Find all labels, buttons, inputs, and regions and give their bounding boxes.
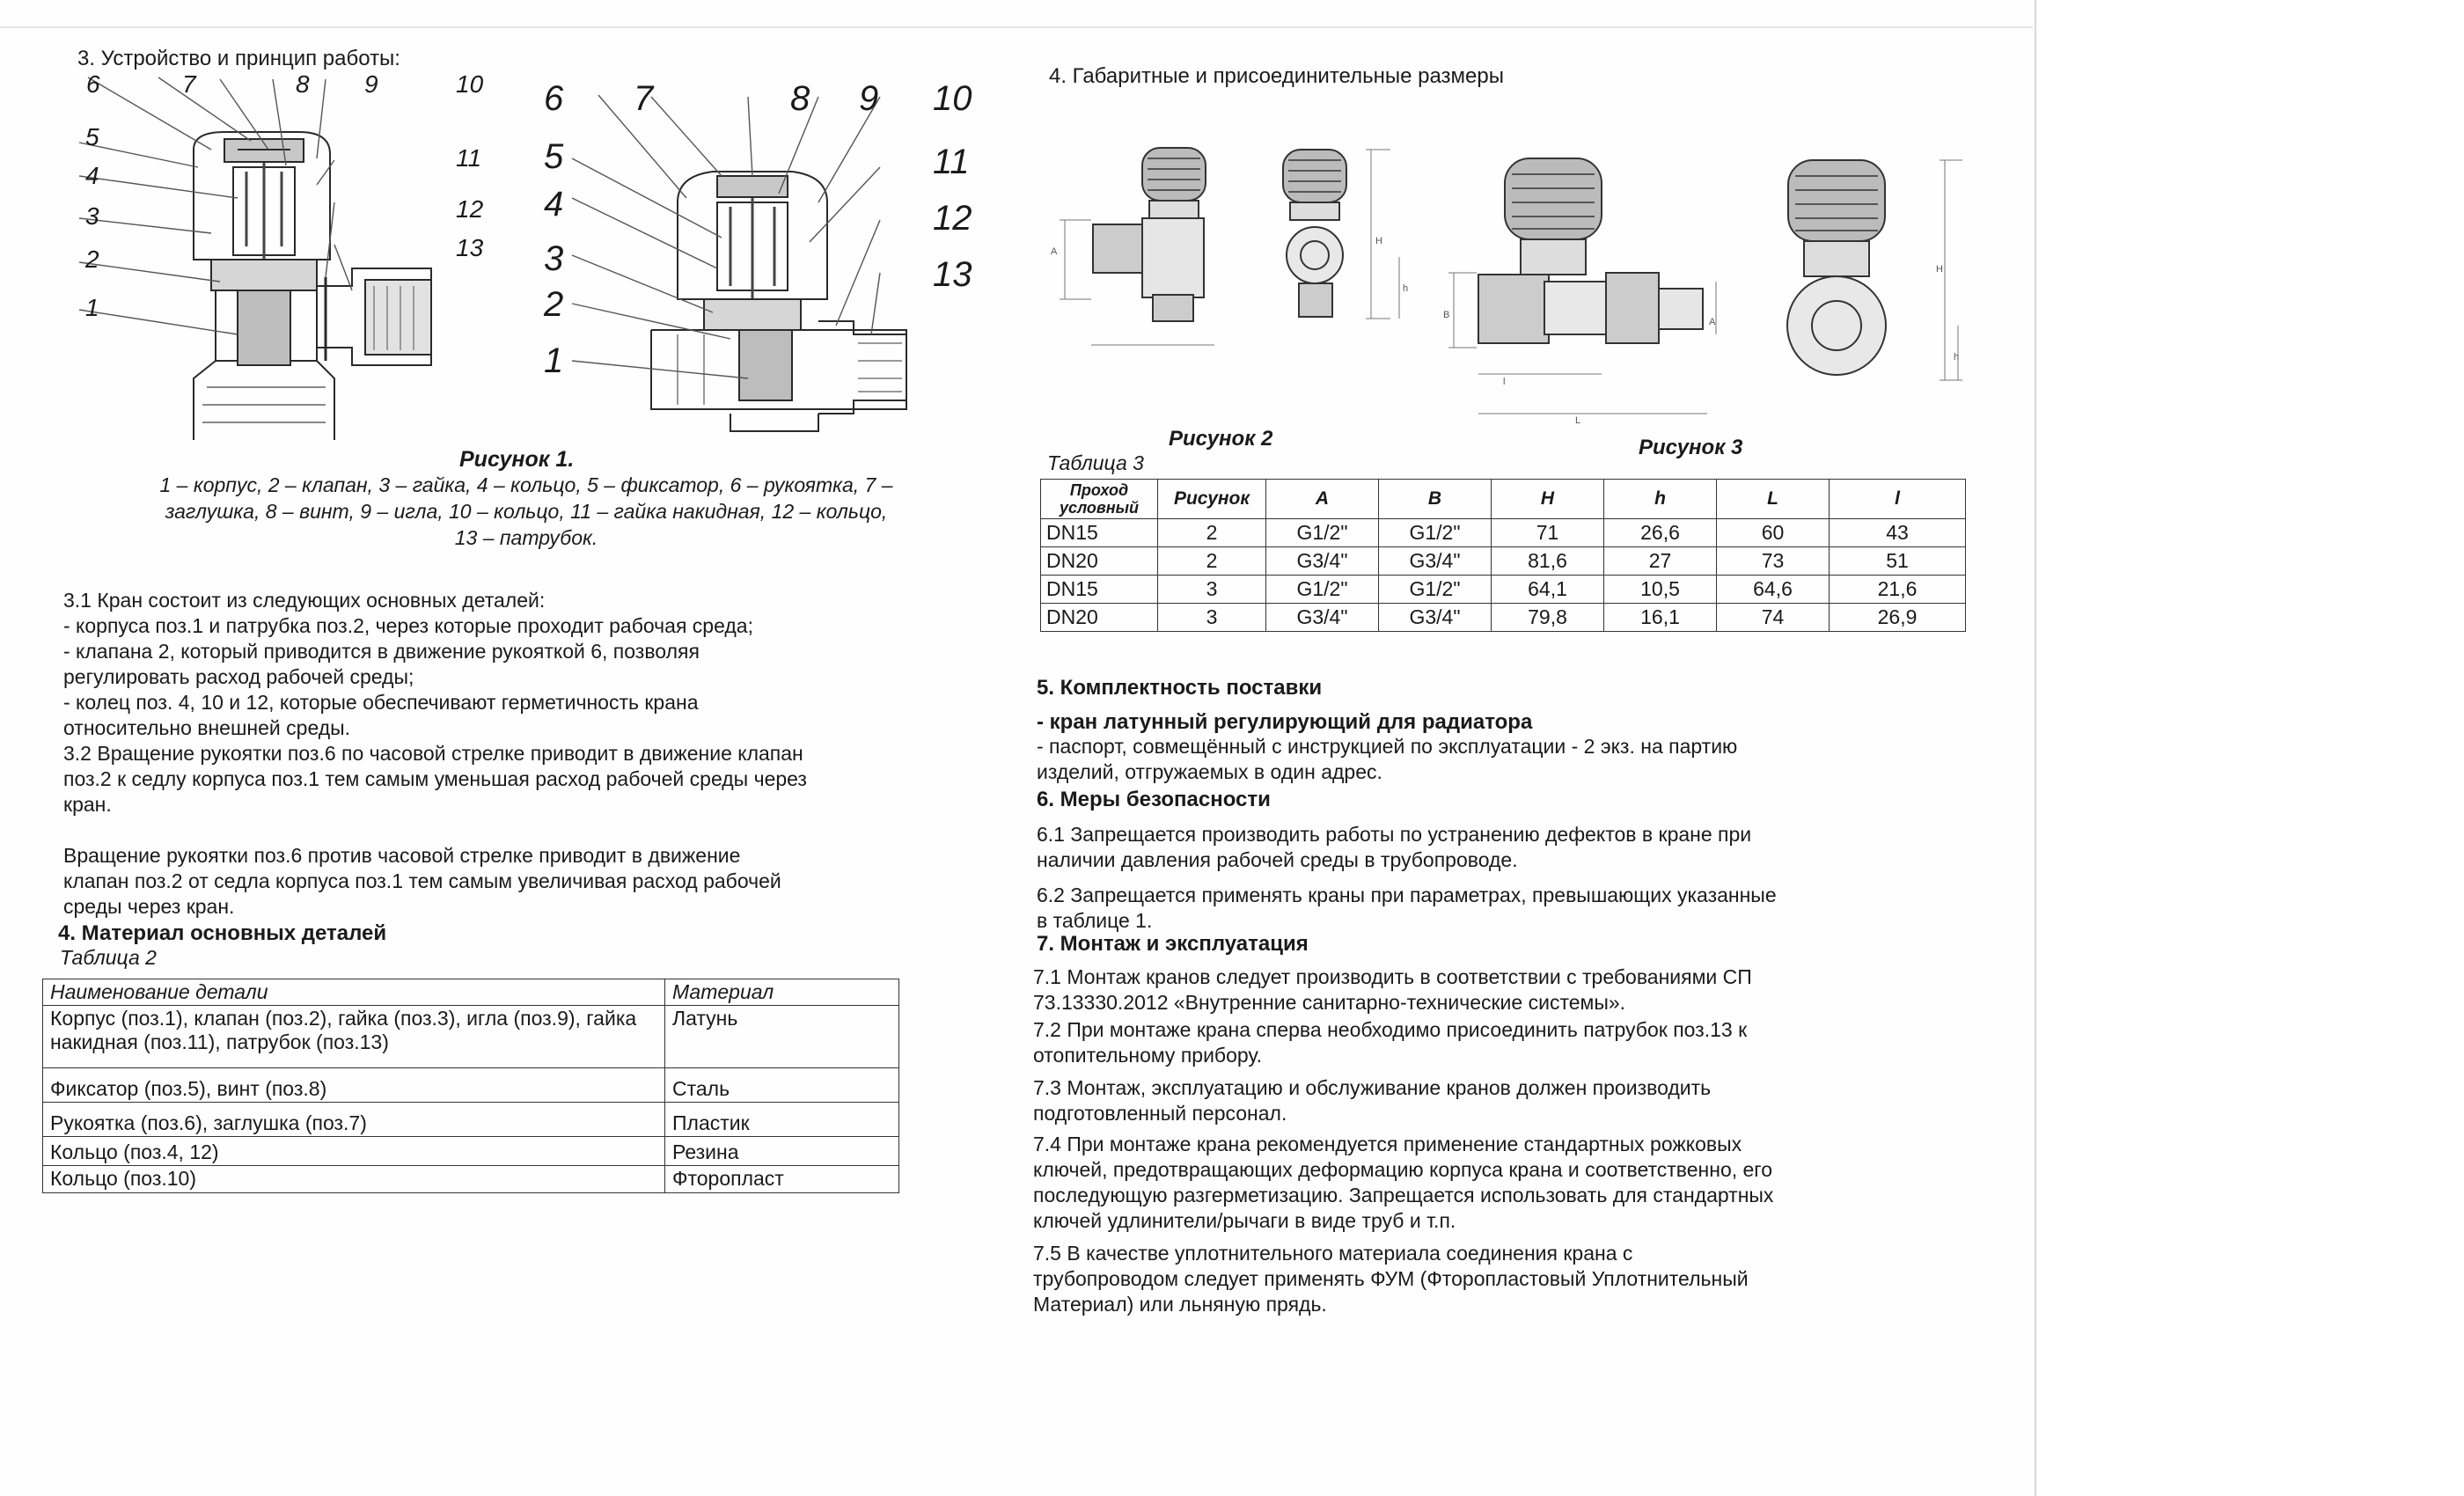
callout-11-right: 11	[933, 143, 970, 181]
text-line: - колец поз. 4, 10 и 12, которые обеспечивают герметичность крана	[63, 691, 699, 714]
dim-h-fig3: h	[1954, 352, 1960, 363]
cell: 2	[1158, 547, 1266, 576]
cell: 51	[1830, 547, 1966, 576]
cell: 79,8	[1492, 604, 1604, 632]
figure-3-caption: Рисунок 3	[1639, 436, 1743, 459]
figure-1-caption: Рисунок 1.	[459, 447, 575, 472]
callout-7-left: 7	[182, 70, 196, 98]
callout-13-right: 13	[933, 255, 972, 294]
section-5-title: 5. Комплектность поставки	[1037, 676, 1323, 700]
text-line: 3.2 Вращение рукоятки поз.6 по часовой стрелке приводит в движение клапан	[63, 742, 803, 765]
table-row	[43, 1068, 899, 1103]
header-B: B	[1379, 480, 1492, 519]
text-line: относительно внешней среды.	[63, 716, 351, 739]
header-A: A	[1266, 480, 1379, 519]
paragraph-3-3	[63, 843, 968, 920]
text-line: 7.3 Монтаж, эксплуатацию и обслуживание кранов должен производить	[1033, 1076, 1712, 1099]
cell: 27	[1604, 547, 1717, 576]
handle-side	[1142, 148, 1206, 201]
text-line: 6.1 Запрещается производить работы по устранению дефектов в кране при	[1037, 823, 1752, 846]
text-line: подготовленный персонал.	[1033, 1102, 1287, 1125]
cell: DN15	[1041, 519, 1158, 547]
callout-2-right: 2	[544, 285, 564, 324]
callout-6-left: 6	[86, 70, 100, 98]
callout-3-left: 3	[85, 202, 99, 230]
legend-line: 1 – корпус, 2 – клапан, 3 – гайка, 4 – кольцо, 5 – фиксатор, 6 – рукоятка, 7 –	[159, 473, 893, 496]
table-row	[1041, 576, 1966, 604]
text-line: 6.2 Запрещается применять краны при параметрах, превышающих указанные	[1037, 884, 1777, 906]
cell: 26,6	[1604, 519, 1717, 547]
cell: G3/4"	[1266, 547, 1379, 576]
header-h: h	[1604, 480, 1717, 519]
callout-1-right: 1	[544, 341, 564, 380]
cell: 16,1	[1604, 604, 1717, 632]
cell: 60	[1717, 519, 1830, 547]
cell: DN20	[1041, 604, 1158, 632]
cell: 10,5	[1604, 576, 1717, 604]
table-row	[43, 1137, 899, 1166]
text-line: последующую разгерметизацию. Запрещается использовать для стандартных	[1033, 1184, 1774, 1206]
header-part: Наименование детали	[43, 979, 665, 1006]
cell-material: Сталь	[665, 1068, 899, 1103]
callout-2-left: 2	[85, 246, 99, 273]
cell-part: Рукоятка (поз.6), заглушка (поз.7)	[43, 1103, 665, 1137]
handle-side-fig3	[1505, 158, 1602, 239]
header-l: l	[1830, 480, 1966, 519]
callout-10-right: 10	[933, 79, 972, 118]
text-line: среды через кран.	[63, 895, 235, 918]
cell: 3	[1158, 604, 1266, 632]
cell: 74	[1717, 604, 1830, 632]
text-line: 7.4 При монтаже крана рекомендуется применение стандартных рожковых	[1033, 1133, 1742, 1155]
text-line: трубопроводом следует применять ФУМ (Фторопластовый Уплотнительный	[1033, 1267, 1749, 1290]
text-line: - паспорт, совмещённый с инструкцией по эксплуатации - 2 экз. на партию	[1037, 735, 1738, 758]
dim-l-fig3: l	[1503, 377, 1506, 387]
section-5-item-passport	[1037, 734, 1925, 785]
text-line: Вращение рукоятки поз.6 против часовой стрелке приводит в движение	[63, 844, 741, 867]
header-figure: Рисунок	[1158, 480, 1266, 519]
text-line: 7.1 Монтаж кранов следует производить в соответствии с требованиями СП	[1033, 965, 1752, 988]
section-7-title: 7. Монтаж и эксплуатация	[1037, 932, 1309, 956]
paragraph-7-4	[1033, 1132, 1924, 1234]
callout-6-right: 6	[544, 79, 564, 118]
callout-13-left: 13	[456, 234, 484, 261]
text-line: 7.2 При монтаже крана сперва необходимо присоединить патрубок поз.13 к	[1033, 1018, 1748, 1041]
header-nominal-bore: Проход условный	[1041, 480, 1158, 519]
cell: 64,1	[1492, 576, 1604, 604]
figure-3-drawing	[1443, 150, 1980, 431]
legend-line: 13 – патрубок.	[454, 526, 598, 549]
materials-table	[42, 979, 899, 1193]
table-header-row	[43, 979, 899, 1006]
section-5-item-valve: - кран латунный регулирующий для радиатора	[1037, 710, 1533, 734]
cell: DN20	[1041, 547, 1158, 576]
page-top-edge	[0, 26, 2033, 28]
paragraph-3-2	[63, 741, 968, 818]
cell-material: Фторопласт	[665, 1166, 899, 1193]
dim-H-fig2: H	[1375, 236, 1382, 246]
callout-12-right: 12	[933, 199, 972, 238]
text-line: Материал) или льняную прядь.	[1033, 1293, 1327, 1316]
paragraph-3-1	[63, 588, 968, 741]
cell: 43	[1830, 519, 1966, 547]
section-4-dims-title: 4. Габаритные и присоединительные размеры	[1049, 64, 1504, 88]
figure-2-drawing	[1038, 114, 1426, 361]
page-edge	[2035, 0, 2036, 1496]
table-2-caption: Таблица 2	[60, 946, 157, 969]
cell: 73	[1717, 547, 1830, 576]
dim-A-fig2: A	[1051, 246, 1058, 257]
cell: G3/4"	[1379, 547, 1492, 576]
figure-1-legend	[69, 472, 984, 551]
callout-11-left: 11	[456, 144, 482, 172]
text-line: кран.	[63, 793, 112, 816]
cell: 64,6	[1717, 576, 1830, 604]
cell: G1/2"	[1266, 519, 1379, 547]
text-line: наличии давления рабочей среды в трубопроводе.	[1037, 848, 1518, 871]
cell: 81,6	[1492, 547, 1604, 576]
cell: DN15	[1041, 576, 1158, 604]
cell-part: Фиксатор (поз.5), винт (поз.8)	[43, 1068, 665, 1103]
callout-3-right: 3	[544, 239, 564, 278]
section-3-title: 3. Устройство и принцип работы:	[77, 47, 400, 70]
cell-part: Кольцо (поз.10)	[43, 1166, 665, 1193]
callout-5-left: 5	[85, 123, 99, 150]
text-line: отопительному прибору.	[1033, 1044, 1262, 1067]
text-line: ключей, предотвращающих деформацию корпуса крана и соответственно, его	[1033, 1158, 1772, 1181]
callout-1-left: 1	[85, 294, 99, 321]
header-H: H	[1492, 480, 1604, 519]
text-line: 7.5 В качестве уплотнительного материала соединения крана с	[1033, 1242, 1633, 1265]
section-6-title: 6. Меры безопасности	[1037, 788, 1271, 811]
paragraph-7-5	[1033, 1241, 1924, 1317]
dim-H-fig3: H	[1936, 264, 1943, 275]
callout-9-left: 9	[364, 70, 378, 98]
dim-B-fig3: B	[1443, 310, 1450, 320]
dim-A-fig3: A	[1709, 317, 1716, 327]
callout-10-left: 10	[456, 70, 484, 98]
text-line: 3.1 Кран состоит из следующих основных деталей:	[63, 589, 546, 612]
paragraph-7-2	[1033, 1017, 1924, 1068]
callout-5-right: 5	[544, 137, 564, 176]
cell: G3/4"	[1379, 604, 1492, 632]
header-L: L	[1717, 480, 1830, 519]
callout-8-left: 8	[296, 70, 310, 98]
figure-2-caption: Рисунок 2	[1169, 427, 1273, 451]
cell: G1/2"	[1266, 576, 1379, 604]
legend-line: заглушка, 8 – винт, 9 – игла, 10 – кольцо, 11 – гайка накидная, 12 – кольцо,	[165, 500, 888, 523]
paragraph-6-2	[1037, 883, 1927, 934]
section-4-material-title: 4. Материал основных деталей	[58, 921, 387, 945]
dimensions-table	[1040, 479, 1966, 632]
table-row	[1041, 519, 1966, 547]
figure-1-drawings	[62, 70, 994, 440]
table-3-caption: Таблица 3	[1047, 451, 1144, 474]
callout-4-left: 4	[85, 162, 99, 189]
cell: 2	[1158, 519, 1266, 547]
callout-7-right: 7	[634, 79, 654, 118]
cell: 26,9	[1830, 604, 1966, 632]
cell: 3	[1158, 576, 1266, 604]
text-line: - клапана 2, который приводится в движение рукояткой 6, позволяя	[63, 640, 700, 663]
text-line: в таблице 1.	[1037, 909, 1153, 932]
text-line: поз.2 к седлу корпуса поз.1 тем самым уменьшая расход рабочей среды через	[63, 767, 807, 790]
text-line: 73.13330.2012 «Внутренние санитарно-технические системы».	[1033, 991, 1626, 1014]
cell: 21,6	[1830, 576, 1966, 604]
text-line: регулировать расход рабочей среды;	[63, 665, 414, 688]
cell-material: Пластик	[665, 1103, 899, 1137]
table-row	[43, 1006, 899, 1068]
cell-part: Кольцо (поз.4, 12)	[43, 1137, 665, 1166]
table-row	[1041, 604, 1966, 632]
callout-4-right: 4	[544, 185, 564, 224]
text-line: ключей удлинители/рычаги в виде труб и т.п.	[1033, 1209, 1456, 1232]
paragraph-6-1	[1037, 822, 1927, 873]
callout-12-left: 12	[456, 195, 484, 223]
handle-front	[1283, 150, 1346, 202]
text-line: - корпуса поз.1 и патрубка поз.2, через которые проходит рабочая среда;	[63, 614, 753, 637]
cell: G3/4"	[1266, 604, 1379, 632]
cell: G1/2"	[1379, 576, 1492, 604]
callout-9-right: 9	[859, 79, 879, 118]
cell: G1/2"	[1379, 519, 1492, 547]
cell-material: Резина	[665, 1137, 899, 1166]
text-line: изделий, отгружаемых в один адрес.	[1037, 760, 1382, 783]
text-line: клапан поз.2 от седла корпуса поз.1 тем самым увеличивая расход рабочей	[63, 869, 781, 892]
paragraph-7-1	[1033, 964, 1924, 1016]
handle-front-fig3	[1788, 160, 1885, 241]
paragraph-7-3	[1033, 1075, 1924, 1126]
callout-8-right: 8	[790, 79, 810, 118]
header-material: Материал	[665, 979, 899, 1006]
table-row	[43, 1103, 899, 1137]
table-row	[43, 1166, 899, 1193]
cell-material: Латунь	[665, 1006, 899, 1068]
cell-part: Корпус (поз.1), клапан (поз.2), гайка (поз.3), игла (поз.9), гайка накидная (поз.11), патрубок (поз.13)	[43, 1006, 665, 1068]
cell: 71	[1492, 519, 1604, 547]
dim-L-fig3: L	[1575, 415, 1581, 426]
table-row	[1041, 547, 1966, 576]
dim-h-fig2: h	[1403, 283, 1409, 294]
table-header-row	[1041, 480, 1966, 519]
